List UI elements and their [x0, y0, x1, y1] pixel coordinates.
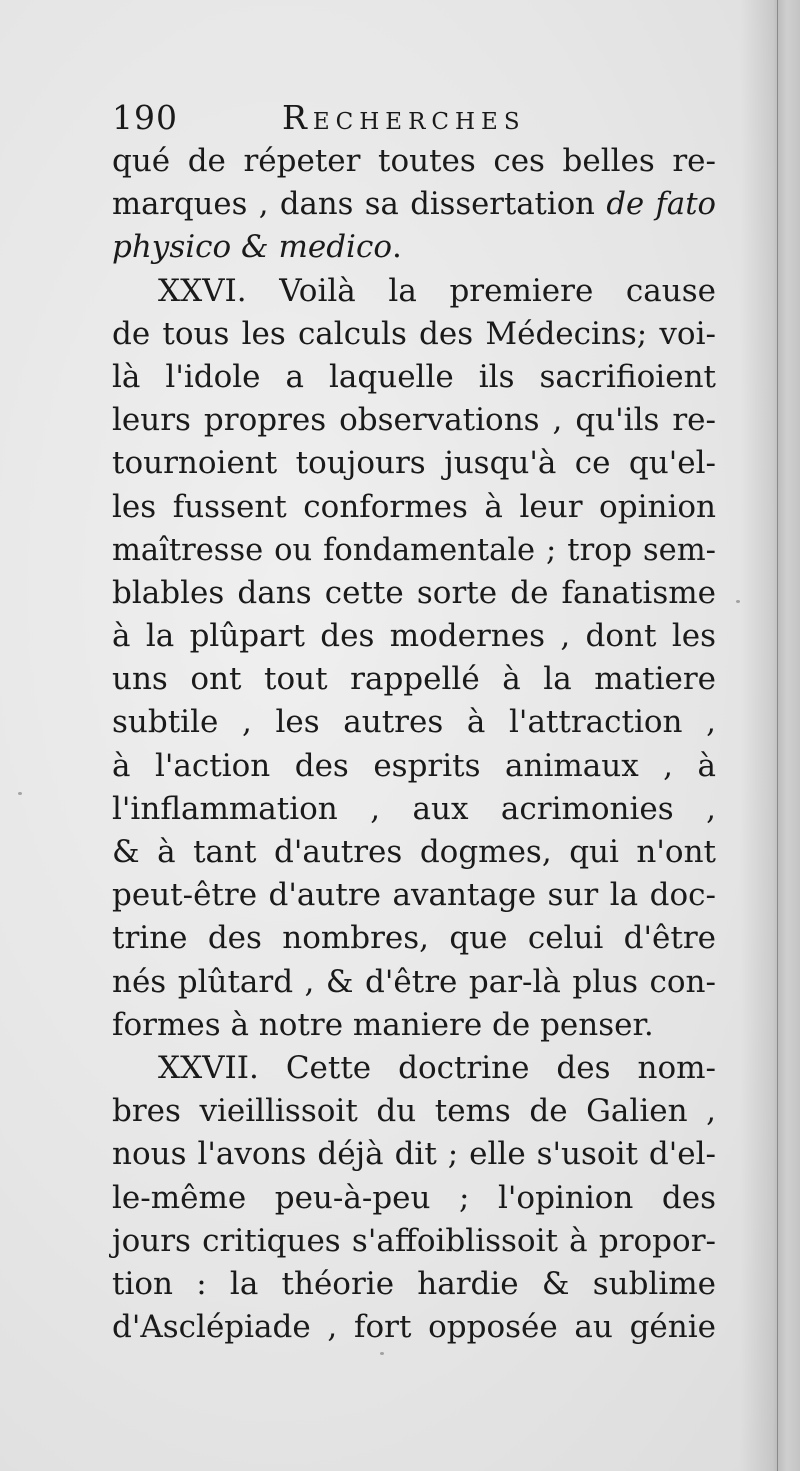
text-line	[112, 399, 716, 442]
text-line	[112, 529, 716, 572]
text-run: peut-être d'autre avantage sur la doc-	[112, 877, 716, 914]
text-run: qué de répeter toutes ces belles re-	[112, 143, 716, 179]
text-run: uns ont tout rappellé à la matiere	[112, 661, 716, 698]
text-run: à la plûpart des modernes , dont les	[112, 618, 716, 655]
text-run: d'Asclépiade , fort opposée au génie	[112, 1309, 716, 1346]
running-head	[112, 96, 716, 140]
italic-run: physico & medico	[112, 229, 392, 266]
text-line	[112, 1220, 716, 1263]
paragraph-start-line	[112, 1047, 716, 1090]
text-line	[112, 745, 716, 788]
text-run: trine des nombres, que celui d'être	[112, 920, 716, 957]
text-run: blables dans cette sorte de fanatisme	[112, 574, 716, 611]
text-run: & à tant d'autres dogmes, qui n'ont	[112, 834, 716, 870]
text-run: à l'action des esprits animaux , à	[112, 747, 716, 784]
text-line	[112, 658, 716, 701]
text-run: XXVI. Voilà la premiere cause	[158, 272, 716, 309]
text-run: XXVII. Cette doctrine des nom-	[158, 1049, 716, 1086]
text-run: jours critiques s'affoiblissoit à propor-	[112, 1222, 716, 1259]
text-run: tournoient toujours jusqu'à ce qu'el-	[112, 445, 716, 482]
text-run: leurs propres observations , qu'ils re-	[112, 402, 716, 439]
text-line	[112, 486, 716, 529]
text-run: marques , dans sa dissertation	[112, 187, 607, 223]
text-line	[112, 1306, 716, 1349]
text-line	[112, 788, 716, 831]
text-line	[112, 226, 716, 269]
text-line	[112, 140, 716, 183]
text-line	[112, 356, 716, 399]
running-title: Recherches	[282, 98, 526, 137]
text-line	[112, 1004, 716, 1047]
text-run: nés plûtard , & d'être par-là plus con-	[112, 963, 716, 1000]
text-run: le-même peu-à-peu ; l'opinion des	[112, 1179, 716, 1216]
text-run: subtile , les autres à l'attraction ,	[112, 704, 716, 741]
paragraph-start-line	[112, 270, 716, 313]
text-line	[112, 961, 716, 1004]
text-run: l'inflammation , aux acrimonies ,	[112, 790, 716, 827]
text-run: formes à notre maniere de penser.	[112, 1006, 654, 1043]
paper-speck	[736, 600, 740, 603]
text-run: tion : la théorie hardie & sublime	[112, 1265, 716, 1302]
paper-speck	[380, 1352, 384, 1355]
paper-speck	[18, 792, 22, 795]
text-run: là l'idole a laquelle ils sacrifioient	[112, 358, 716, 395]
text-run: les fussent conformes à leur opinion	[112, 488, 716, 525]
text-line	[112, 442, 716, 485]
next-page-edge	[777, 0, 800, 1471]
text-line	[112, 701, 716, 744]
text-line	[112, 1133, 716, 1176]
text-line	[112, 1177, 716, 1220]
text-run: nous l'avons déjà dit ; elle s'usoit d'el-	[112, 1136, 716, 1173]
text-line	[112, 1090, 716, 1133]
text-run: bres vieillissoit du tems de Galien ,	[112, 1093, 716, 1130]
text-line	[112, 313, 716, 356]
text-run: maîtresse ou fondamentale ; trop sem-	[112, 532, 716, 568]
page-number: 190	[112, 98, 178, 137]
italic-run: de fato	[606, 187, 716, 223]
text-run: de tous les calculs des Médecins; voi-	[112, 315, 716, 352]
text-line	[112, 1263, 716, 1306]
text-line	[112, 572, 716, 615]
text-line	[112, 831, 716, 874]
text-line	[112, 183, 716, 226]
text-run: .	[392, 229, 402, 266]
text-block	[112, 96, 716, 1349]
text-line	[112, 874, 716, 917]
text-line	[112, 615, 716, 658]
text-line	[112, 917, 716, 960]
